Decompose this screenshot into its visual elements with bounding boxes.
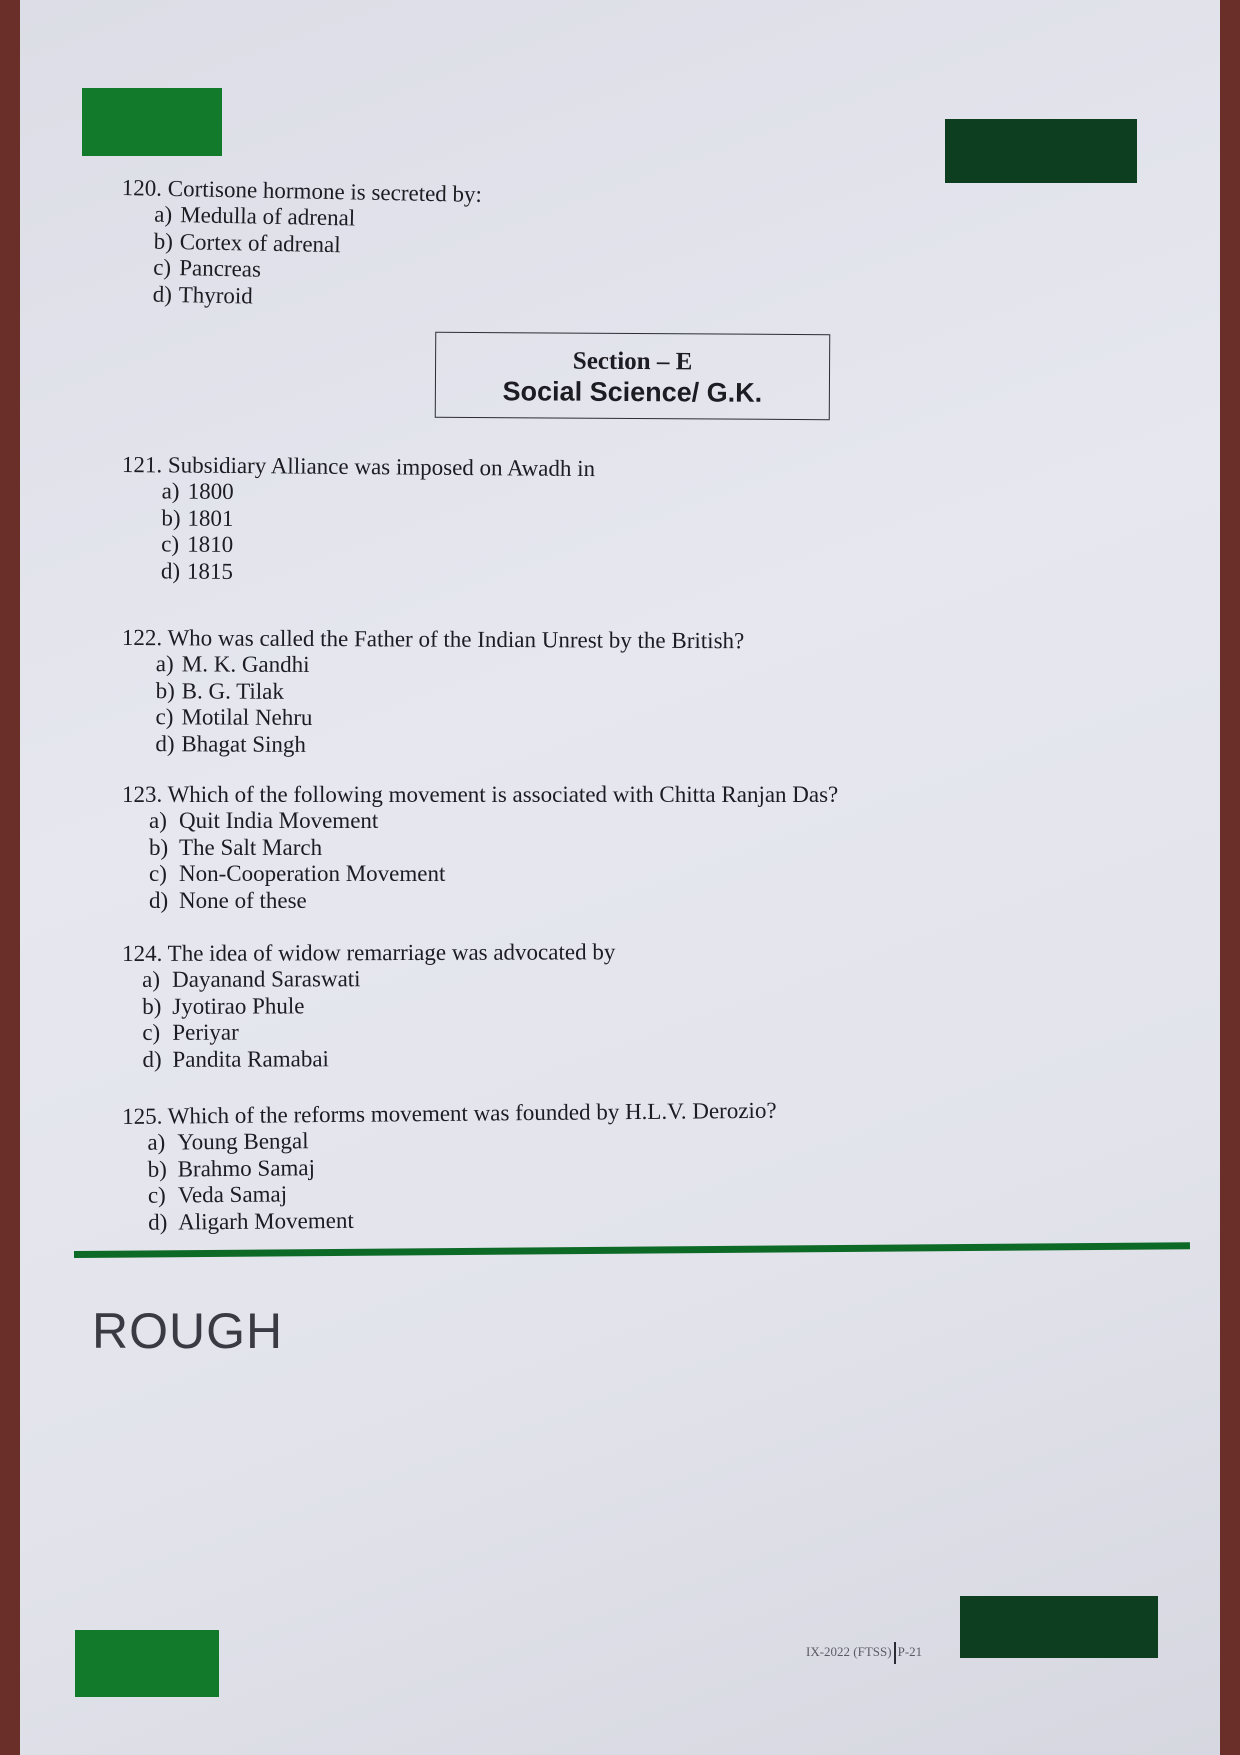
option-letter: b) — [147, 1156, 167, 1182]
option-text: Veda Samaj — [177, 1181, 288, 1208]
option-text: Brahmo Samaj — [177, 1154, 316, 1181]
option-d — [152, 281, 480, 314]
question-120 — [119, 175, 482, 314]
option-text: Pandita Ramabai — [172, 1045, 329, 1072]
green-divider-rule — [74, 1242, 1190, 1258]
question-122 — [121, 625, 744, 760]
option-letter: d) — [149, 887, 169, 913]
option-d — [148, 1203, 778, 1236]
question-121 — [121, 452, 595, 588]
option-b — [142, 992, 615, 1020]
question-125 — [122, 1098, 778, 1236]
registration-mark-top-right — [945, 119, 1137, 183]
option-text: Aligarh Movement — [178, 1207, 354, 1234]
option-letter: c) — [149, 861, 167, 886]
option-text: Pancreas — [178, 255, 262, 282]
option-text: None of these — [179, 887, 307, 913]
option-text: Young Bengal — [177, 1128, 309, 1155]
question-text: 122. Who was called the Father of the Indian Unrest by the British? — [121, 625, 745, 654]
option-text: Dayanand Saraswati — [172, 966, 361, 992]
options-list — [155, 651, 744, 760]
rough-work-label: ROUGH — [92, 1303, 284, 1359]
options-list — [149, 808, 838, 914]
option-d — [155, 731, 743, 761]
option-letter: b) — [142, 993, 162, 1019]
option-letter: d) — [155, 730, 175, 756]
section-subtitle: Social Science/ G.K. — [502, 376, 763, 408]
question-text: 121. Subsidiary Alliance was imposed on Awadh in — [121, 452, 596, 482]
option-letter: b) — [149, 834, 169, 860]
option-a — [142, 965, 615, 993]
option-letter: d) — [152, 281, 173, 307]
option-c — [142, 1018, 615, 1046]
option-letter: c) — [152, 254, 172, 280]
option-letter: c) — [155, 704, 174, 730]
option-text: M. K. Gandhi — [181, 651, 310, 677]
option-letter: a) — [154, 201, 173, 227]
option-letter: c) — [161, 531, 180, 557]
options-list — [161, 478, 595, 588]
option-letter: c) — [147, 1182, 166, 1208]
option-letter: b) — [155, 677, 175, 703]
option-a — [162, 478, 595, 508]
page-number: P-21 — [897, 1643, 923, 1659]
option-text: 1800 — [187, 478, 234, 504]
section-title: Section – E — [572, 347, 693, 376]
option-text: B. G. Tilak — [181, 677, 284, 704]
option-d — [161, 558, 594, 588]
option-c — [149, 861, 838, 888]
option-letter: a) — [155, 651, 174, 677]
registration-mark-top-left — [82, 88, 222, 156]
option-letter: a) — [147, 1129, 166, 1155]
option-c — [155, 704, 743, 734]
footer-separator — [894, 1642, 896, 1664]
option-c — [161, 531, 594, 561]
question-text: 124. The idea of widow remarriage was advocated by — [122, 939, 616, 966]
option-a — [156, 651, 744, 681]
option-letter: d) — [148, 1209, 168, 1235]
option-letter: d) — [142, 1046, 162, 1072]
option-text: 1801 — [187, 505, 234, 531]
option-text: 1815 — [186, 558, 234, 584]
options-list — [142, 965, 616, 1073]
option-text: Bhagat Singh — [181, 730, 307, 757]
option-text: Periyar — [172, 1019, 239, 1045]
question-text: 120. Cortisone hormone is secreted by: — [121, 175, 483, 207]
option-text: Thyroid — [178, 281, 254, 309]
option-letter: b) — [153, 228, 174, 254]
option-text: Non-Cooperation Movement — [179, 861, 446, 886]
option-text: The Salt March — [179, 834, 323, 860]
options-list — [147, 1124, 777, 1236]
option-text: 1810 — [187, 531, 234, 557]
option-letter: a) — [161, 478, 180, 504]
page-footer-code — [806, 1642, 922, 1664]
options-list — [152, 202, 481, 314]
option-text: Medulla of adrenal — [180, 202, 356, 231]
option-text: Motilal Nehru — [181, 704, 313, 730]
option-text: Cortex of adrenal — [179, 228, 341, 257]
option-b — [161, 505, 594, 535]
registration-mark-bottom-right — [960, 1596, 1158, 1658]
option-a — [149, 808, 838, 835]
question-123 — [122, 782, 838, 914]
question-text: 125. Which of the reforms movement was founded by H.L.V. Derozio? — [122, 1097, 777, 1129]
registration-mark-bottom-left — [75, 1630, 219, 1697]
option-letter: d) — [160, 557, 181, 584]
exam-page — [20, 0, 1220, 1755]
option-letter: a) — [142, 966, 161, 992]
option-letter: c) — [142, 1019, 161, 1045]
option-letter: b) — [161, 504, 181, 531]
option-b — [149, 835, 838, 862]
question-text: 123. Which of the following movement is associated with Chitta Ranjan Das? — [122, 782, 839, 807]
option-d — [142, 1045, 615, 1073]
option-text: Quit India Movement — [179, 808, 379, 833]
option-d — [149, 888, 838, 915]
option-b — [156, 678, 744, 708]
paper-code: IX-2022 (FTSS) — [806, 1643, 892, 1659]
option-letter: a) — [149, 808, 167, 833]
question-124 — [122, 939, 616, 1073]
option-text: Jyotirao Phule — [172, 992, 305, 1019]
section-heading-box — [435, 332, 831, 420]
